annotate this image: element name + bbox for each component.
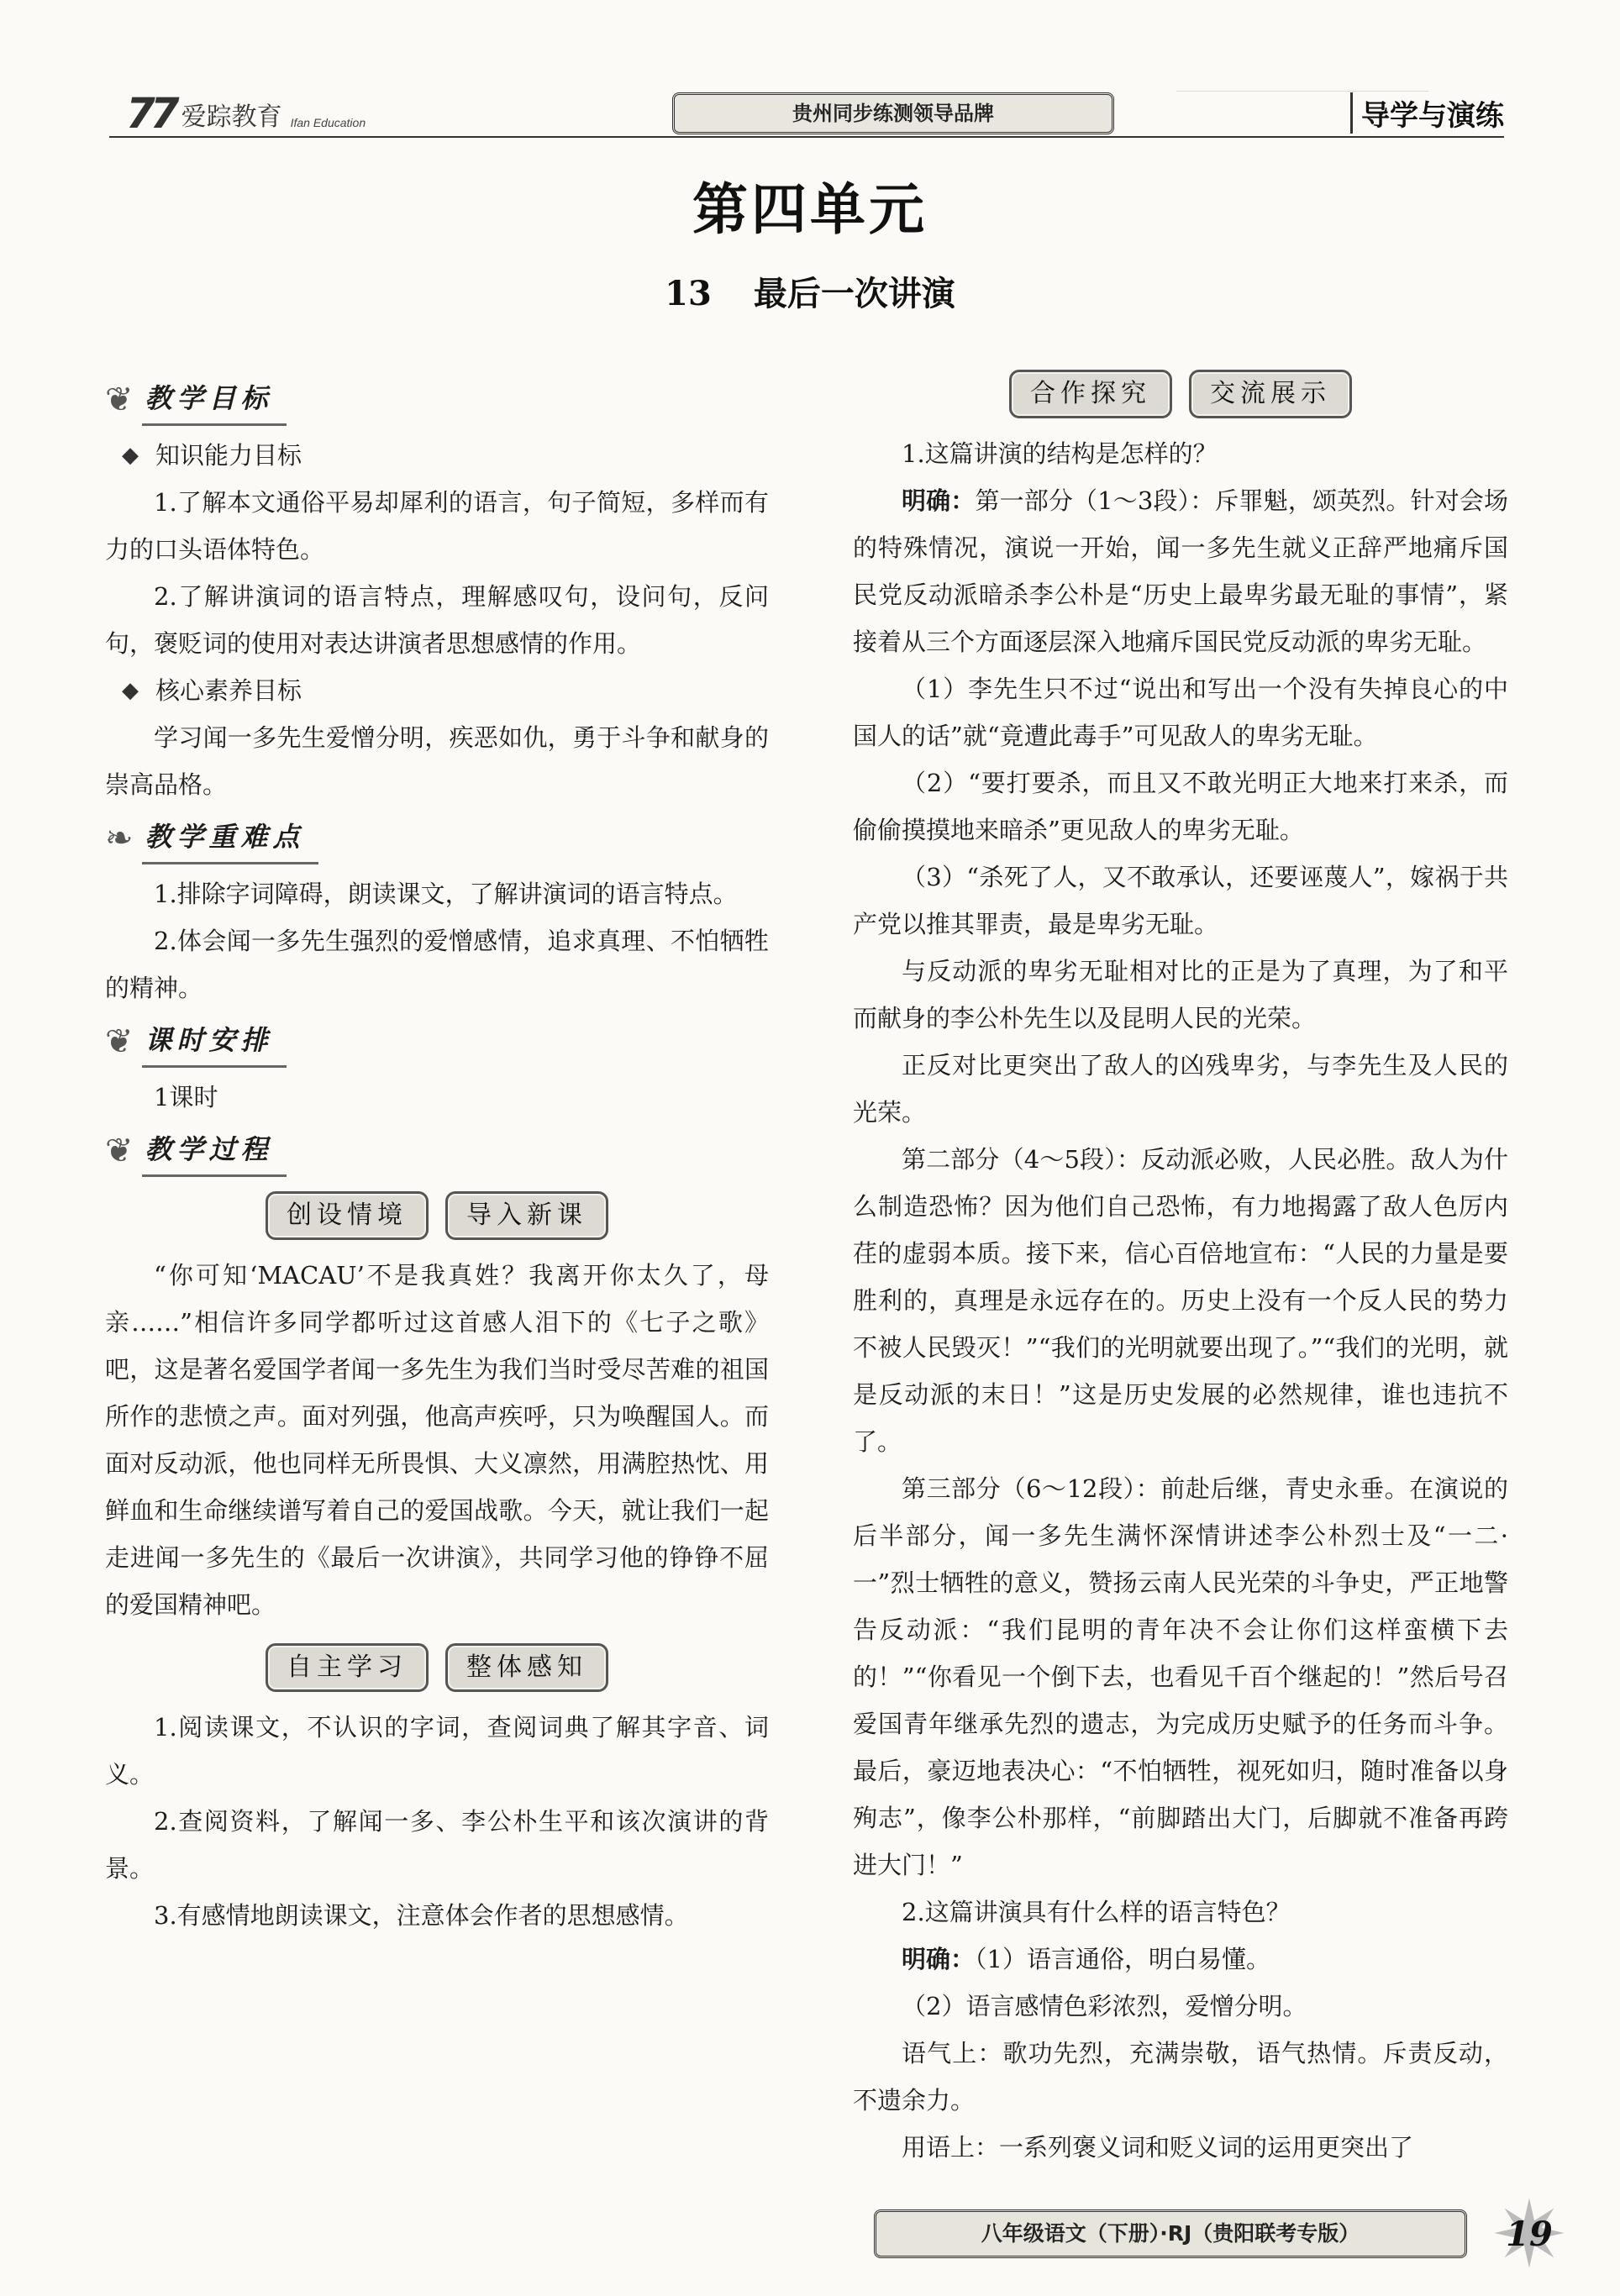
section-title: 教学目标 [142, 375, 287, 426]
key-item-1: 1.排除字词障碍，朗读课文，了解讲演词的语言特点。 [154, 880, 738, 908]
banner-pill: 导入新课 [445, 1191, 608, 1240]
leaf-icon: ❦ [105, 1022, 134, 1061]
subsection-core: ◆ 核心素养目标 [105, 667, 769, 714]
self-item-2: 2.查阅资料，了解闻一多、李公朴生平和该次演讲的背景。 [105, 1807, 769, 1883]
part-3-paragraph: 第三部分（6～12段）：前赴后继，青史永垂。在演说的后半部分，闻一多先生满怀深情讲述李公朴烈士及“一二·一”烈士牺牲的意义，赞扬云南人民光荣的斗争史，严正地警告反动派：“我们昆明的青年决不会让你们这样蛮横下去的！”“你看见一个倒下去，也看见千百个继起的！”然后号召爱国青年继承先烈的遗志，为完成历史赋予的任务而斗争。最后，豪迈地表决心：“不怕牺牲，视死如归，随时准备以身殉志”，像李公朴那样，“前脚踏出大门，后脚就不准备再跨进大门！” [853, 1474, 1508, 1879]
schedule-text: 1课时 [154, 1083, 218, 1111]
header-divider [109, 136, 1504, 138]
banner-intro [105, 1191, 769, 1240]
section-key-points [105, 813, 769, 864]
answer-1-point-1: （1）李先生只不过“说出和写出一个没有失掉良心的中国人的话”就“竟遭此毒手”可见敌人的卑劣无耻。 [853, 675, 1508, 750]
section-schedule [105, 1017, 769, 1067]
banner-pill: 合作探究 [1009, 370, 1172, 418]
banner-explore [853, 370, 1508, 418]
knowledge-item-1: 1.了解本文通俗平易却犀利的语言，句子简短，多样而有力的口头语体特色。 [105, 488, 769, 564]
answer-2-point-1: （2）语言感情色彩浓烈，爱憎分明。 [902, 1992, 1307, 2020]
left-column [105, 370, 769, 1939]
banner-self-study [105, 1643, 769, 1692]
page-number: ✷ 19 [1487, 2193, 1571, 2277]
section-title: 教学重难点 [142, 813, 318, 864]
question-2: 2.这篇讲演具有什么样的语言特色？ [902, 1898, 1291, 1926]
lesson-name: 最后一次讲演 [753, 274, 955, 313]
intro-paragraph: “你可知‘MACAU’不是我真姓？我离开你太久了，母亲……”相信许多同学都听过这首感人泪下的《七子之歌》吧，这是著名爱国学者闻一多先生为我们当时受尽苦难的祖国所作的悲愤之声。面对列强，他高声疾呼，只为唤醒国人。而面对反动派，他也同样无所畏惧、大义凛然，用满腔热忱、用鲜血和生命继续谱写着自己的爱国战歌。今天，就让我们一起走进闻一多先生的《最后一次讲演》，共同学习他的铮铮不屈的爱国精神吧。 [105, 1261, 769, 1619]
subsection-knowledge: ◆ 知识能力目标 [105, 432, 769, 479]
answer-2-point-3: 用语上：一系列褒义词和贬义词的运用更突出了 [902, 2133, 1414, 2162]
answer-2-intro [853, 1936, 1508, 1983]
footer-book-title: 八年级语文（下册）·RJ（贵阳联考专版） [874, 2209, 1467, 2258]
section-title: 教学过程 [142, 1126, 287, 1177]
section-title: 课时安排 [142, 1017, 287, 1068]
core-text: 学习闻一多先生爱憎分明，疾恶如仇，勇于斗争和献身的崇高品格。 [105, 723, 769, 799]
answer-1-point-3: （3）“杀死了人，又不敢承认，还要诬蔑人”，嫁祸于共产党以推其罪责，最是卑劣无耻。 [853, 863, 1508, 938]
banner-pill: 整体感知 [445, 1643, 608, 1692]
banner-pill: 创设情境 [266, 1191, 429, 1240]
lesson-title [0, 267, 1620, 315]
leaf-icon: ❦ [105, 1132, 134, 1170]
logo-mark: 77 [126, 89, 175, 138]
self-item-1: 1.阅读课文，不认识的字词，查阅词典了解其字音、词义。 [105, 1713, 769, 1789]
key-item-2: 2.体会闻一多先生强烈的爱憎感情，追求真理、不怕牺牲的精神。 [105, 927, 769, 1002]
answer-label: 明确： [902, 1945, 976, 1973]
brand-name-en: Ifan Education [290, 116, 366, 129]
question-1: 1.这篇讲演的结构是怎样的？ [902, 439, 1218, 468]
answer-1-point-2: （2）“要打要杀，而且又不敢光明正大地来打来杀，而偷偷摸摸地来暗杀”更见敌人的卑劣无耻。 [853, 769, 1508, 844]
knowledge-item-2: 2.了解讲演词的语言特点，理解感叹句，设问句，反问句，褒贬词的使用对表达讲演者思想感情的作用。 [105, 582, 769, 658]
page-header [109, 84, 1504, 143]
self-item-3: 3.有感情地朗读课文，注意体会作者的思想感情。 [154, 1901, 689, 1930]
brand-badge: 贵州同步练测领导品牌 [672, 92, 1114, 134]
banner-pill: 交流展示 [1189, 370, 1352, 418]
right-column [853, 370, 1508, 2171]
answer-2-point-2: 语气上：歌功先烈，充满崇敬，语气热情。斥责反动，不遗余力。 [853, 2039, 1508, 2115]
answer-1-point-5: 正反对比更突出了敌人的凶残卑劣，与李先生及人民的光荣。 [853, 1051, 1508, 1127]
series-title: 导学与演练 [1350, 92, 1504, 134]
answer-1-point-4: 与反动派的卑劣无耻相对比的正是为了真理，为了和平而献身的李公朴先生以及昆明人民的光荣。 [853, 957, 1508, 1032]
brand-name-cn: 爱踪教育 [181, 102, 282, 132]
answer-2-first: （1）语言通俗，明白易懂。 [975, 1945, 1270, 1973]
lesson-number: 13 [665, 274, 712, 313]
section-process [105, 1126, 769, 1176]
answer-1-intro [853, 477, 1508, 665]
answer-1-text: 第一部分（1～3段）：斥罪魁，颂英烈。针对会场的特殊情况，演说一开始，闻一多先生就义正辞严地痛斥国民党反动派暗杀李公朴是“历史上最卑劣最无耻的事情”，紧接着从三个方面逐层深入地痛斥国民党反动派的卑劣无耻。 [853, 486, 1508, 656]
leaf-icon: ❦ [105, 381, 134, 419]
section-teaching-goals [105, 375, 769, 425]
part-2-paragraph: 第二部分（4～5段）：反动派必败，人民必胜。敌人为什么制造恐怖？因为他们自己恐怖，有力地揭露了敌人色厉内荏的虚弱本质。接下来，信心百倍地宣布：“人民的力量是要胜利的，真理是永远存在的。历史上没有一个反人民的势力不被人民毁灭！”“我们的光明就要出现了。”“我们的光明，就是反动派的末日！”这是历史发展的必然规律，谁也违抗不了。 [853, 1145, 1508, 1456]
banner-pill: 自主学习 [266, 1643, 429, 1692]
answer-label: 明确： [902, 486, 976, 515]
publisher-logo [126, 89, 366, 138]
unit-title: 第四单元 [692, 176, 928, 242]
leaf-icon: ❧ [105, 819, 134, 858]
